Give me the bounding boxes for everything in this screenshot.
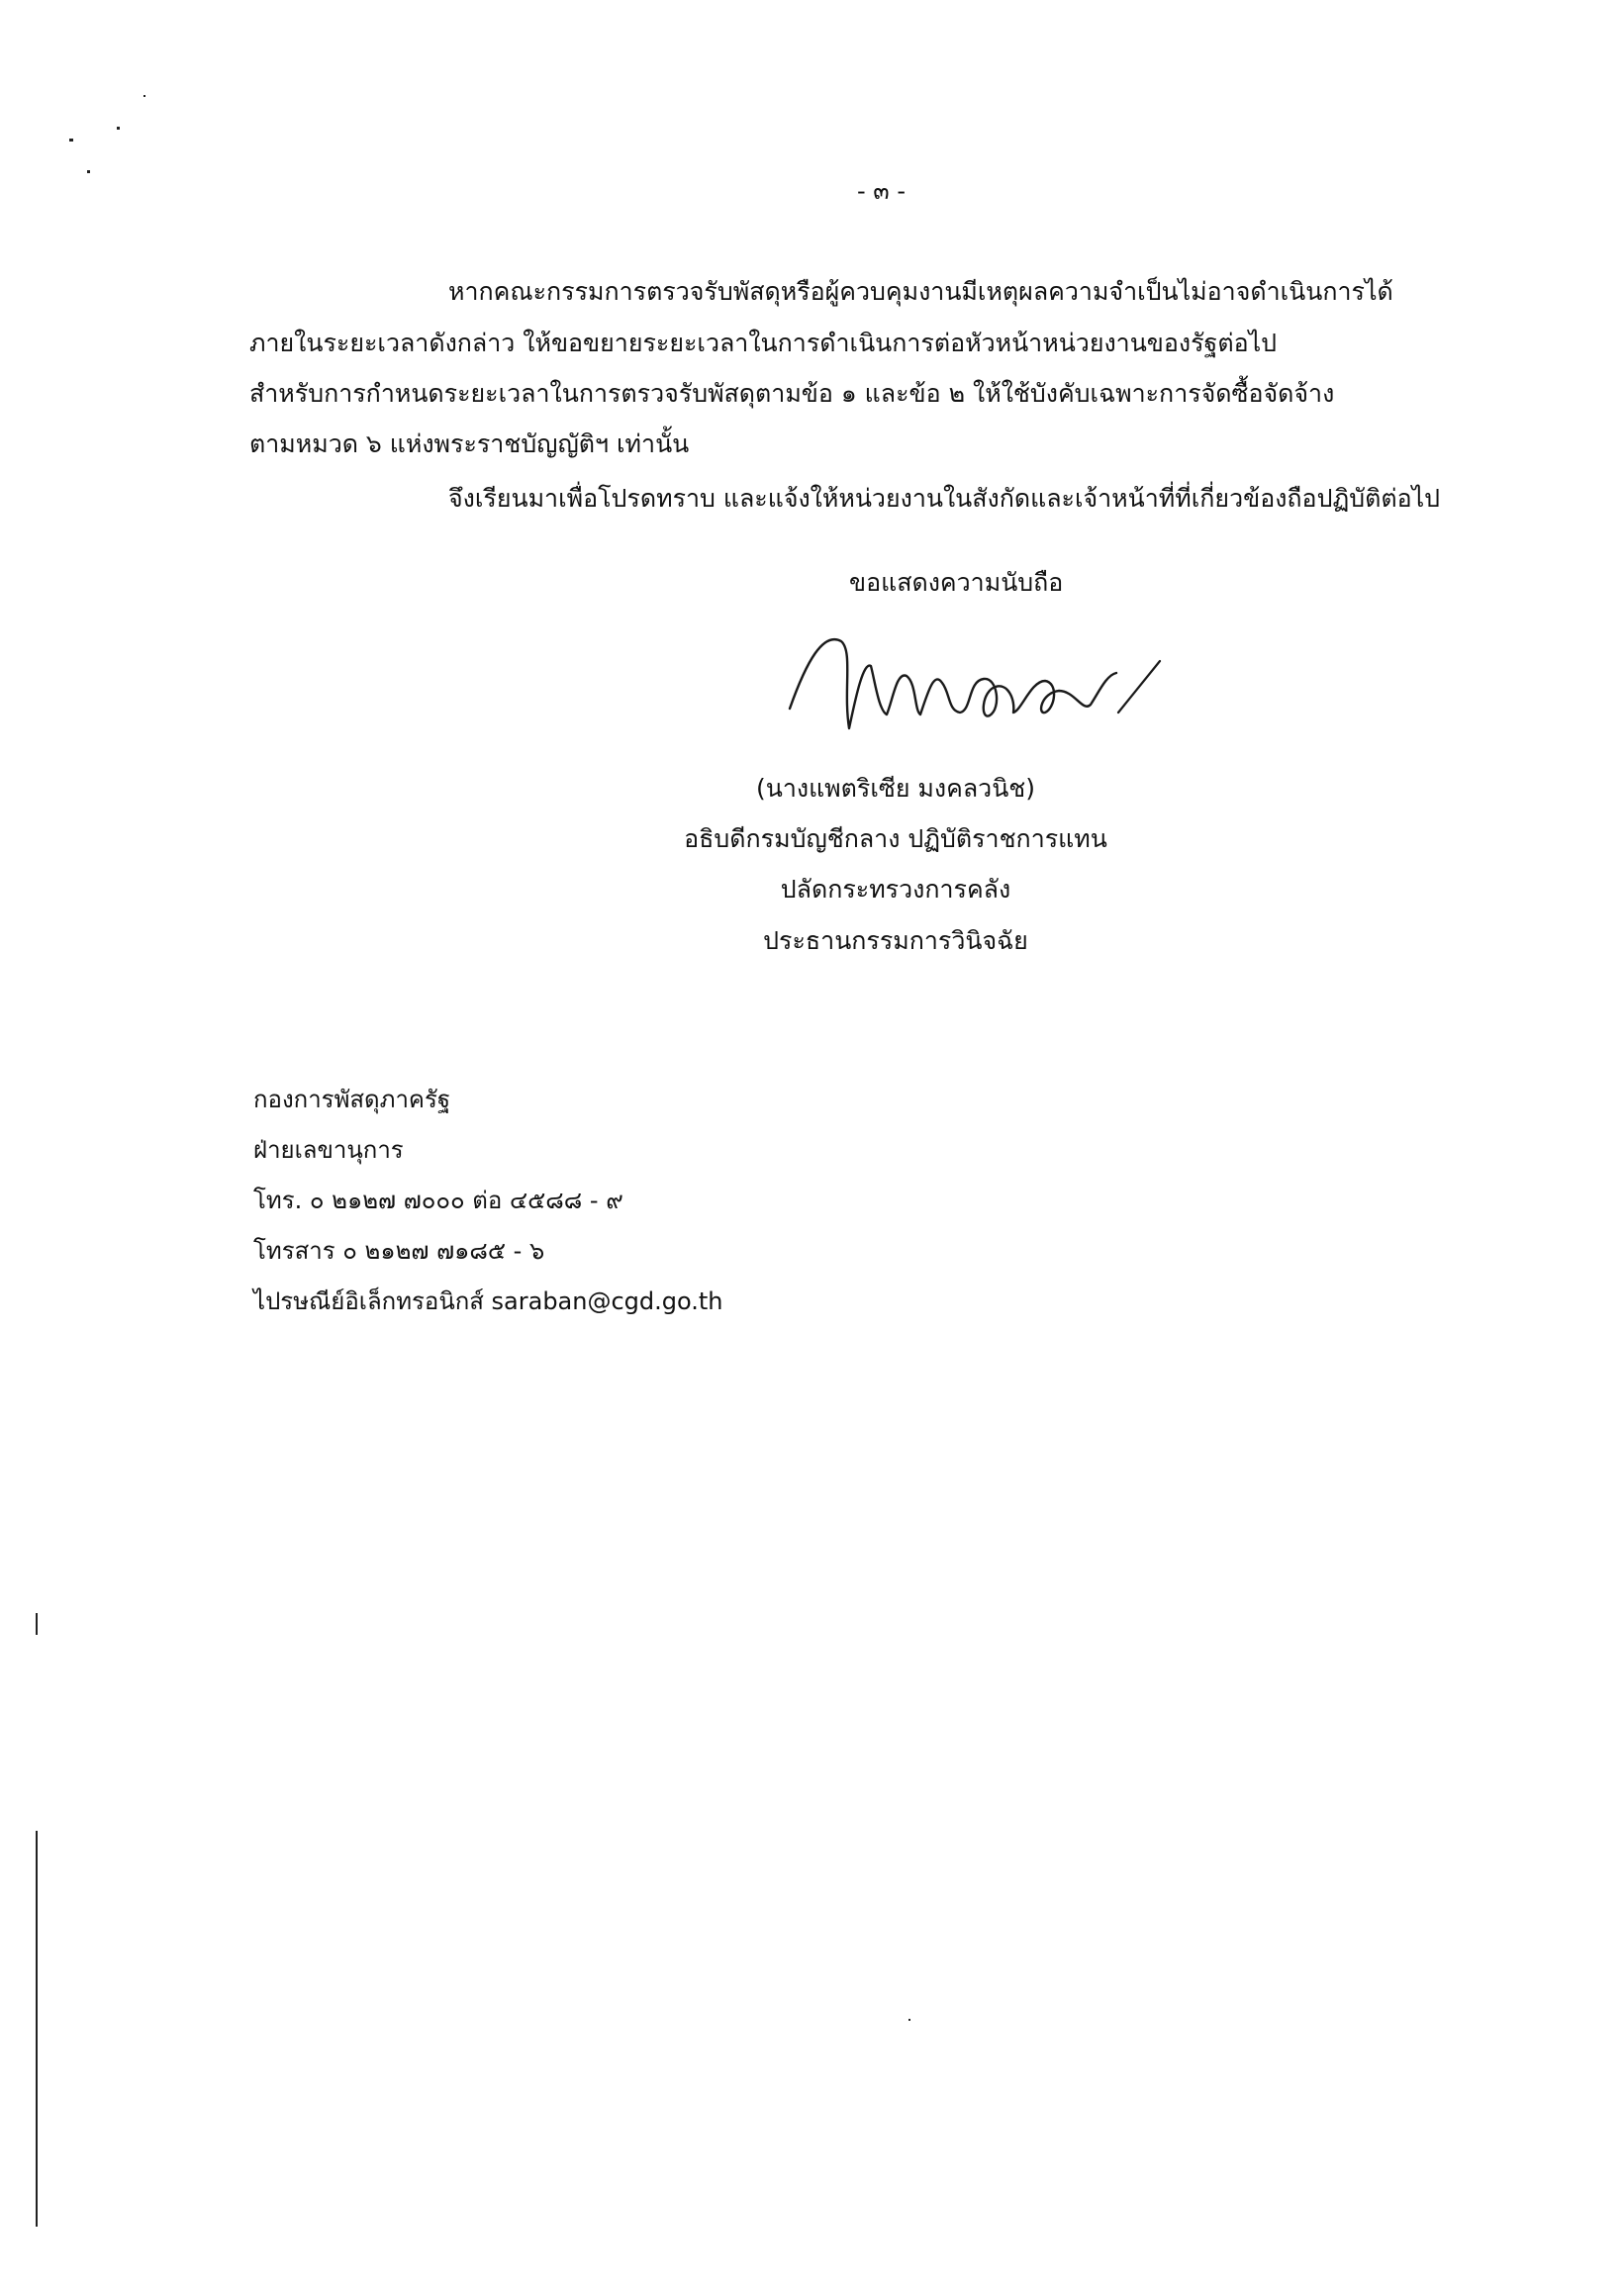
handwritten-signature: [772, 621, 1188, 770]
closing-salutation: ขอแสดงความนับถือ: [849, 568, 1064, 597]
scan-artifact: [908, 2019, 910, 2021]
signatory-name: (นางแพตริเซีย มงคลวนิช): [755, 774, 1036, 803]
closing-paragraph: จึงเรียนมาเพื่อโปรดทราบ และแจ้งให้หน่วยงานในสังกัดและเจ้าหน้าที่ที่เกี่ยวข้องถือปฏิบัติต่อไป: [448, 484, 1441, 513]
scan-artifact: [36, 1831, 38, 2227]
scan-artifact: [69, 139, 73, 142]
footer-section: ฝ่ายเลขานุการ: [253, 1136, 404, 1164]
footer-email: ไปรษณีย์อิเล็กทรอนิกส์ saraban@cgd.go.th: [253, 1287, 723, 1315]
paragraph-line: สำหรับการกำหนดระยะเวลาในการตรวจรับพัสดุตามข้อ ๑ และข้อ ๒ ให้ใช้บังคับเฉพาะการจัดซื้อจัดจ้าง: [249, 379, 1335, 408]
scan-artifact: [36, 1613, 38, 1635]
page-number: - ๓ -: [857, 177, 906, 205]
signatory-position: อธิบดีกรมบัญชีกลาง ปฏิบัติราชการแทน: [684, 824, 1107, 853]
paragraph-line: ภายในระยะเวลาดังกล่าว ให้ขอขยายระยะเวลาในการดำเนินการต่อหัวหน้าหน่วยงานของรัฐต่อไป: [249, 329, 1278, 357]
scan-artifact: [117, 127, 120, 130]
scan-artifact: [143, 95, 145, 97]
signatory-position: ปลัดกระทรวงการคลัง: [780, 875, 1011, 904]
footer-phone: โทร. ๐ ๒๑๒๗ ๗๐๐๐ ต่อ ๔๕๘๘ - ๙: [253, 1187, 623, 1214]
paragraph-line: หากคณะกรรมการตรวจรับพัสดุหรือผู้ควบคุมงานมีเหตุผลความจำเป็นไม่อาจดำเนินการได้: [448, 277, 1393, 306]
footer-department: กองการพัสดุภาครัฐ: [253, 1086, 451, 1113]
footer-fax: โทรสาร ๐ ๒๑๒๗ ๗๑๘๕ - ๖: [253, 1237, 545, 1265]
scan-artifact: [87, 170, 90, 173]
paragraph-line: ตามหมวด ๖ แห่งพระราชบัญญัติฯ เท่านั้น: [249, 429, 690, 458]
signatory-position: ประธานกรรมการวินิจฉัย: [763, 926, 1028, 955]
